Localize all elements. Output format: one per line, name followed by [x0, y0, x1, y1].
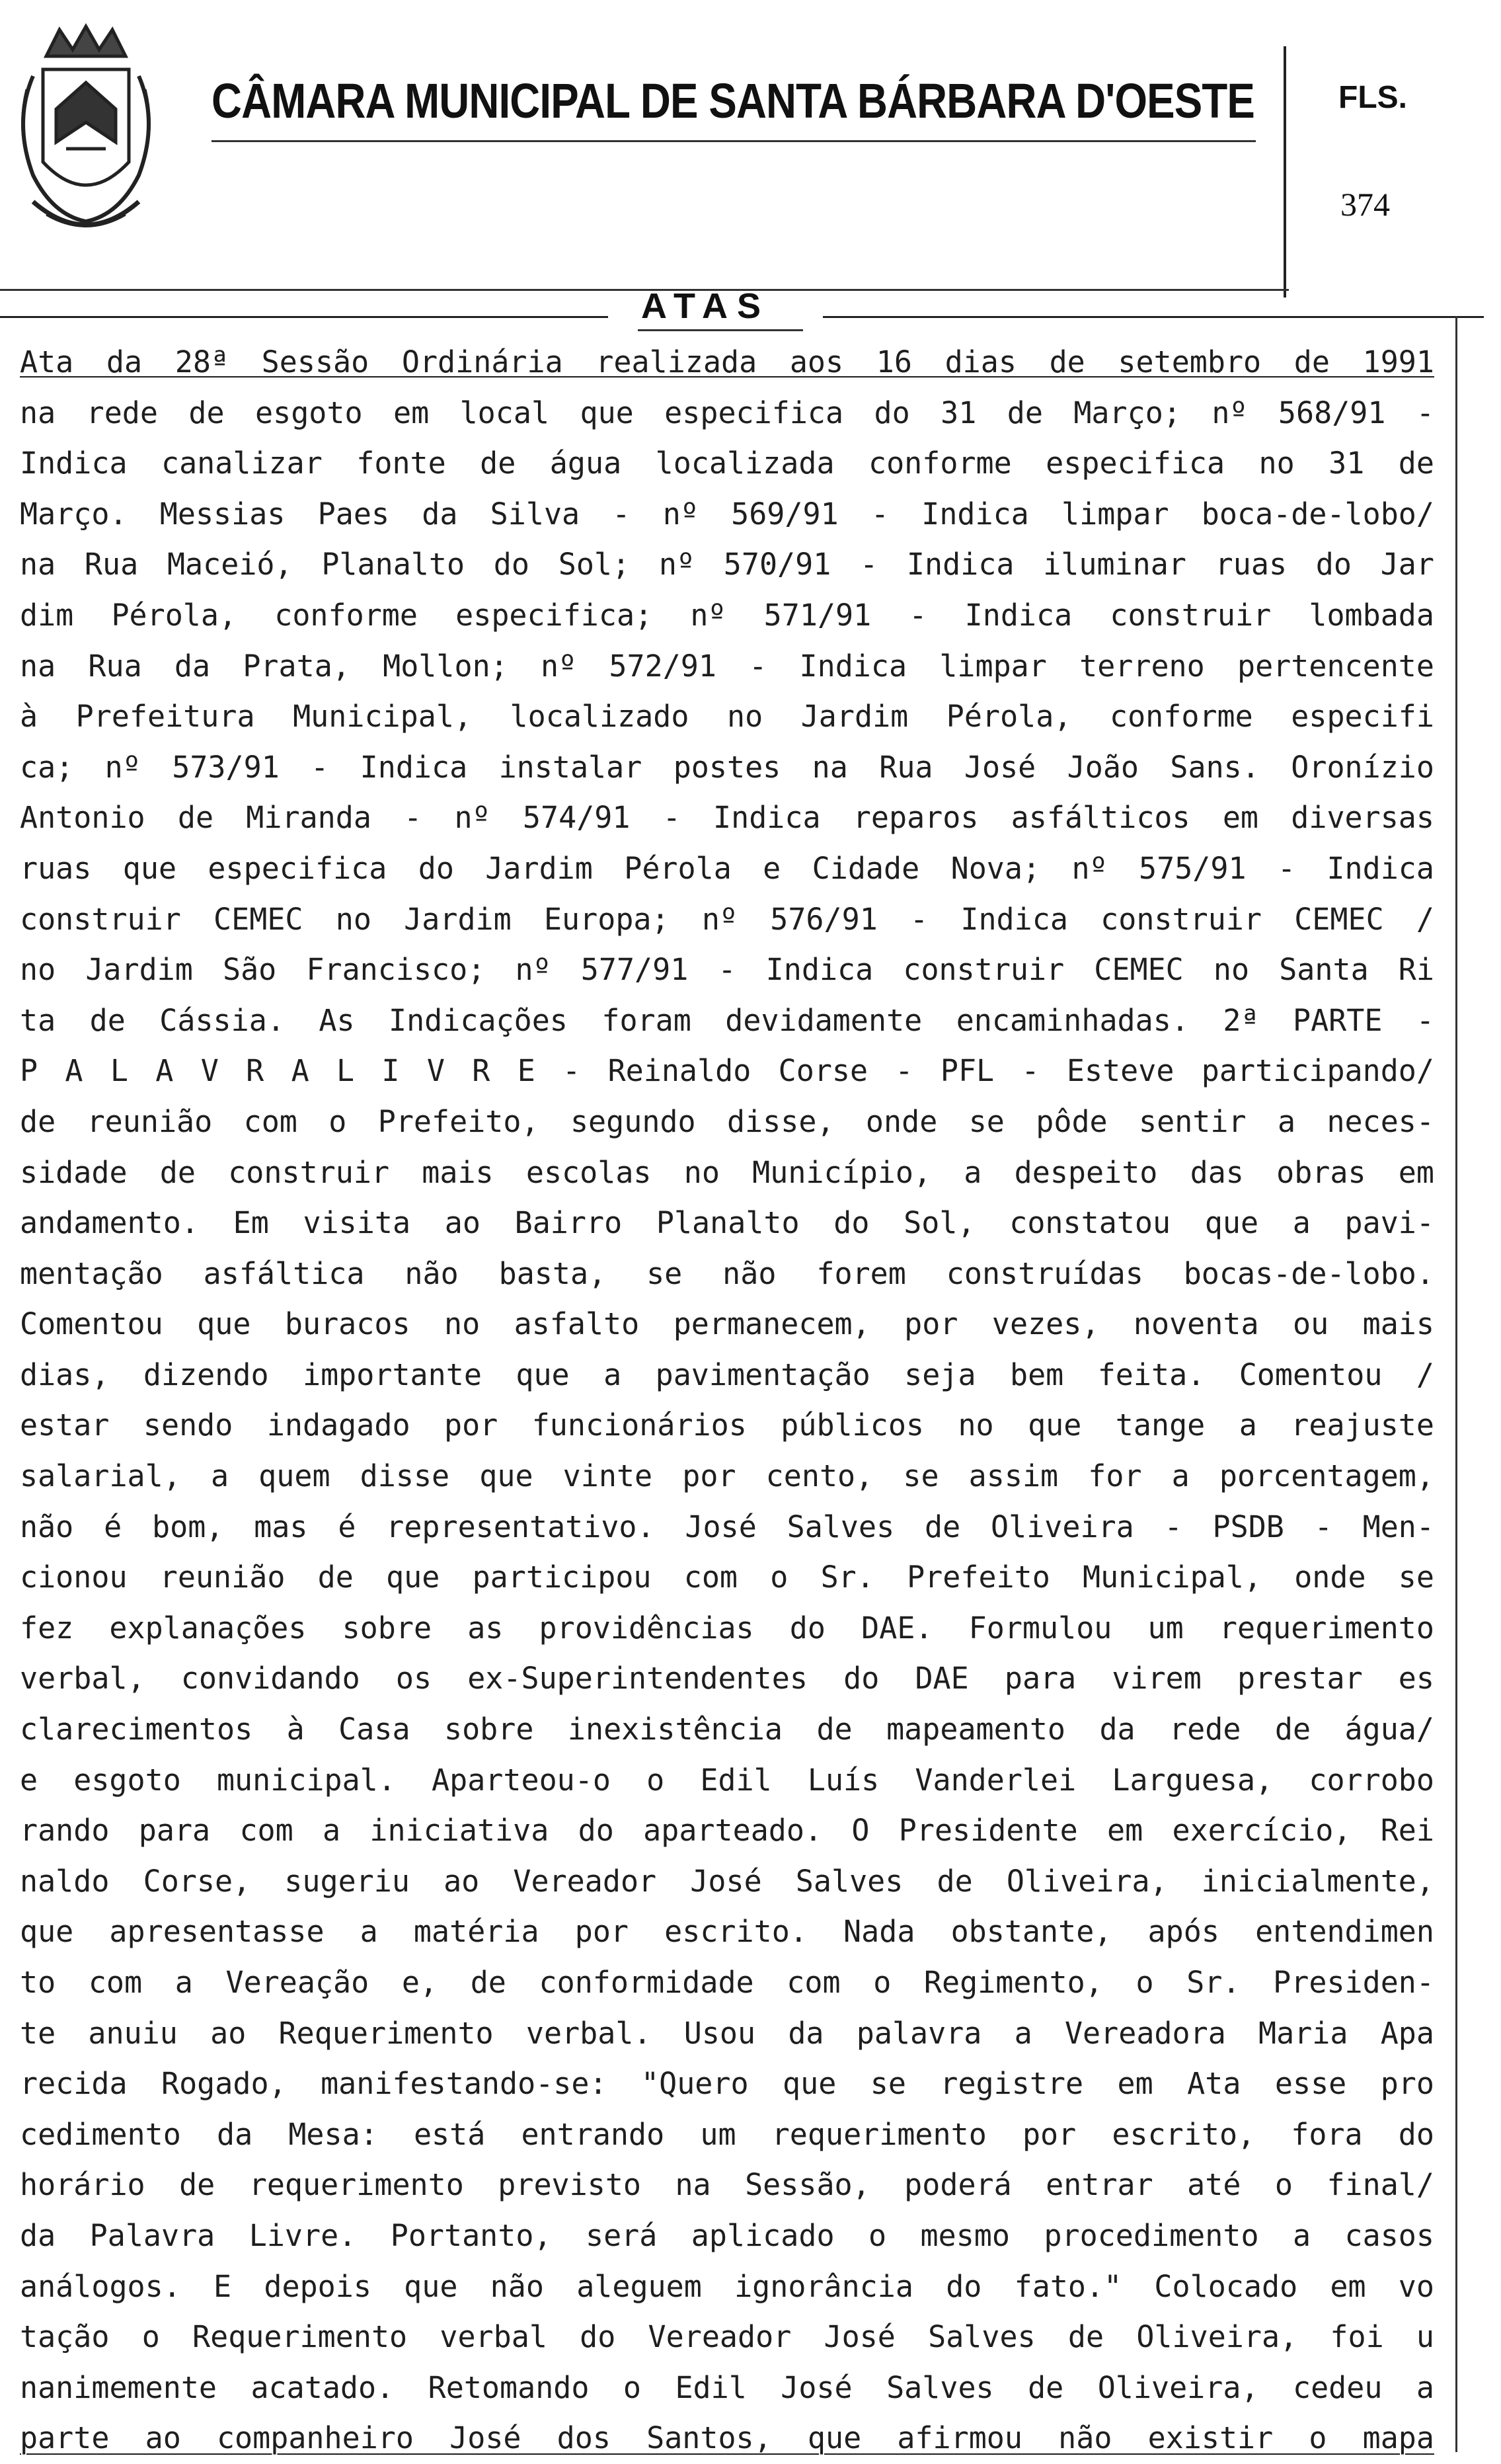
- section-rule-left: [0, 316, 608, 318]
- text-line: cionou reunião de que participou com o Sr. Prefeito Municipal, onde se: [20, 1560, 1434, 1595]
- text-line: cedimento da Mesa: está entrando um requerimento por escrito, fora do: [20, 2116, 1434, 2152]
- text-line: clarecimentos à Casa sobre inexistência de mapeamento da rede de água/: [20, 1712, 1434, 1747]
- text-line: salarial, a quem disse que vinte por cento, se assim for a porcentagem,: [20, 1458, 1434, 1494]
- text-line: de reunião com o Prefeito, segundo disse, onde se pôde sentir a neces-: [20, 1103, 1434, 1139]
- text-line: estar sendo indagado por funcionários públicos no que tange a reajuste: [20, 1408, 1434, 1443]
- text-line: tação o Requerimento verbal do Vereador José Salves de Oliveira, foi u: [20, 2319, 1434, 2355]
- text-line: horário de requerimento previsto na Sessão, poderá entrar até o final/: [20, 2167, 1434, 2203]
- text-line: ruas que especifica do Jardim Pérola e Cidade Nova; nº 575/91 - Indica: [20, 850, 1434, 886]
- minutes-body: [20, 337, 1434, 2464]
- text-line: mentação asfáltica não basta, se não forem construídas bocas-de-lobo.: [20, 1255, 1434, 1291]
- text-line: dim Pérola, conforme especifica; nº 571/91 - Indica construir lombada: [20, 597, 1434, 633]
- text-line: parte ao companheiro José dos Santos, que afirmou não existir o mapa: [20, 2420, 1434, 2456]
- title-underline: [212, 140, 1256, 142]
- text-line: e esgoto municipal. Aparteou-o o Edil Luís Vanderlei Larguesa, corrobo: [20, 1762, 1434, 1798]
- text-line: à Prefeitura Municipal, localizado no Jardim Pérola, conforme especifi: [20, 699, 1434, 735]
- text-line: construir CEMEC no Jardim Europa; nº 576/91 - Indica construir CEMEC /: [20, 901, 1434, 937]
- text-line: na Rua Maceió, Planalto do Sol; nº 570/91 - Indica iluminar ruas do Jar: [20, 547, 1434, 582]
- text-line: na rede de esgoto em local que especifica do 31 de Março; nº 568/91 -: [20, 395, 1434, 430]
- folio-label: FLS.: [1338, 80, 1407, 115]
- text-line: Indica canalizar fonte de água localizada conforme especifica no 31 de: [20, 446, 1434, 481]
- text-line: Ata da 28ª Sessão Ordinária realizada aos 16 dias de setembro de 1991: [20, 344, 1434, 379]
- text-line: recida Rogado, manifestando-se: "Quero que se registre em Ata esse pro: [20, 2066, 1434, 2102]
- text-line: te anuiu ao Requerimento verbal. Usou da palavra a Vereadora Maria Apa: [20, 2015, 1434, 2051]
- text-line: naldo Corse, sugeriu ao Vereador José Salves de Oliveira, inicialmente,: [20, 1863, 1434, 1899]
- text-line: fez explanações sobre as providências do DAE. Formulou um requerimento: [20, 1610, 1434, 1646]
- section-title-underline: [638, 329, 803, 331]
- text-line: to com a Vereação e, de conformidade com o Regimento, o Sr. Presiden-: [20, 1965, 1434, 2000]
- text-line: que apresentasse a matéria por escrito. Nada obstante, após entendimen: [20, 1914, 1434, 1950]
- text-line: ta de Cássia. As Indicações foram devidamente encaminhadas. 2ª PARTE -: [20, 1002, 1434, 1038]
- page-number: 374: [1340, 186, 1390, 223]
- institution-title: CÂMARA MUNICIPAL DE SANTA BÁRBARA D'OESTE: [212, 73, 1254, 128]
- page-right-border: [1455, 316, 1457, 2452]
- text-line: na Rua da Prata, Mollon; nº 572/91 - Indica limpar terreno pertencente: [20, 648, 1434, 684]
- text-line: nanimemente acatado. Retomando o Edil José Salves de Oliveira, cedeu a: [20, 2369, 1434, 2405]
- text-line: Março. Messias Paes da Silva - nº 569/91 - Indica limpar boca-de-lobo/: [20, 496, 1434, 532]
- text-line: andamento. Em visita ao Bairro Planalto do Sol, constatou que a pavi-: [20, 1205, 1434, 1241]
- text-line: não é bom, mas é representativo. José Salves de Oliveira - PSDB - Men-: [20, 1509, 1434, 1544]
- text-line: da Palavra Livre. Portanto, será aplicado o mesmo procedimento a casos: [20, 2217, 1434, 2253]
- text-line: sidade de construir mais escolas no Município, a despeito das obras em: [20, 1154, 1434, 1190]
- text-line: análogos. E depois que não aleguem ignorância do fato." Colocado em vo: [20, 2268, 1434, 2304]
- text-line: verbal, convidando os ex-Superintendentes do DAE para virem prestar es: [20, 1661, 1434, 1696]
- text-line: Antonio de Miranda - nº 574/91 - Indica reparos asfálticos em diversas: [20, 800, 1434, 836]
- header-divider: [1284, 46, 1286, 298]
- text-line: rando para com a iniciativa do aparteado. O Presidente em exercício, Rei: [20, 1813, 1434, 1848]
- text-line: Comentou que buracos no asfalto permanecem, por vezes, noventa ou mais: [20, 1306, 1434, 1342]
- text-line: ca; nº 573/91 - Indica instalar postes na Rua José João Sans. Oronízio: [20, 749, 1434, 785]
- text-line: P A L A V R A L I V R E - Reinaldo Corse - PFL - Esteve participando/: [20, 1053, 1434, 1089]
- text-line: no Jardim São Francisco; nº 577/91 - Indica construir CEMEC no Santa Ri: [20, 952, 1434, 988]
- municipal-crest-icon: [7, 10, 165, 255]
- text-line: dias, dizendo importante que a pavimentação seja bem feita. Comentou /: [20, 1357, 1434, 1392]
- section-rule-right: [823, 316, 1484, 318]
- section-title: ATAS: [641, 286, 770, 326]
